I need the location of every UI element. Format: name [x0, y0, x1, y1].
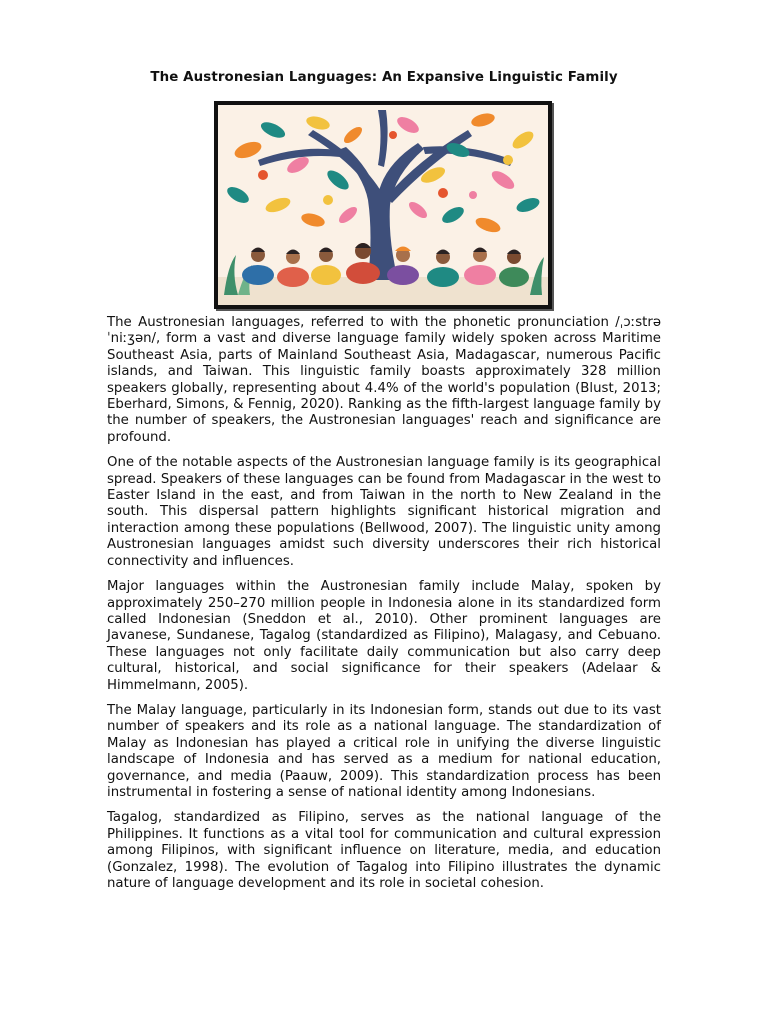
- paragraph-geography: One of the notable aspects of the Austronesian language family is its geographical spread. Speakers of these languages can be found from Madagascar in the west to Easter Island in the east, and from Taiwan in the north to New Zealand in the south. This dispersal pattern highlights significant historical migration and interaction among these populations (Bellwood, 2007). The linguistic unity among Austronesian languages amidst such diversity underscores their rich historical connectivity and influences.: [107, 455, 661, 569]
- paragraph-malay: The Malay language, particularly in its Indonesian form, stands out due to its vast number of speakers and its role as a national language. The standardization of Malay as Indonesian has played a critical role in unifying the diverse linguistic landscape of Indonesia and has served as a medium for national education, governance, and media (Paauw, 2009). This standardization process has been instrumental in fostering a sense of national identity among Indonesians.: [107, 702, 661, 800]
- document-title: The Austronesian Languages: An Expansive Linguistic Family: [150, 70, 618, 85]
- paragraph-intro: The Austronesian languages, referred to with the phonetic pronunciation /ˌɔːstrəˈniːʒən/, form a vast and diverse language family widely spoken across Maritime Southeast Asia, parts of Mainland Southeast Asia, Madagascar, numerous Pacific islands, and Taiwan. This linguistic family boasts approximately 328 million speakers globally, representing about 4.4% of the world's population (Blust, 2013; Eberhard, Simons, & Fennig, 2020). Ranking as the fifth-largest language family by the number of speakers, the Austronesian languages' reach and significance are profound.: [107, 315, 661, 445]
- tree-illustration-svg: [218, 105, 548, 305]
- paragraph-tagalog: Tagalog, standardized as Filipino, serves as the national language of the Philippines. It functions as a vital tool for communication and cultural expression among Filipinos, with significant influence on literature, media, and education (Gonzalez, 1998). The evolution of Tagalog into Filipino illustrates the dynamic nature of language development and its role in societal cohesion.: [107, 810, 661, 891]
- paragraph-major-languages: Major languages within the Austronesian family include Malay, spoken by approximately 250–270 million people in Indonesia alone in its standardized form called Indonesian (Sneddon et al., 2010). Other prominent languages are Javanese, Sundanese, Tagalog (standardized as Filipino), Malagasy, and Cebuano. These languages not only facilitate daily communication but also carry deep cultural, historical, and social significance for their speakers (Adelaar & Himmelmann, 2005).: [107, 579, 661, 693]
- tree-illustration: [214, 101, 552, 309]
- document-body: [107, 315, 661, 901]
